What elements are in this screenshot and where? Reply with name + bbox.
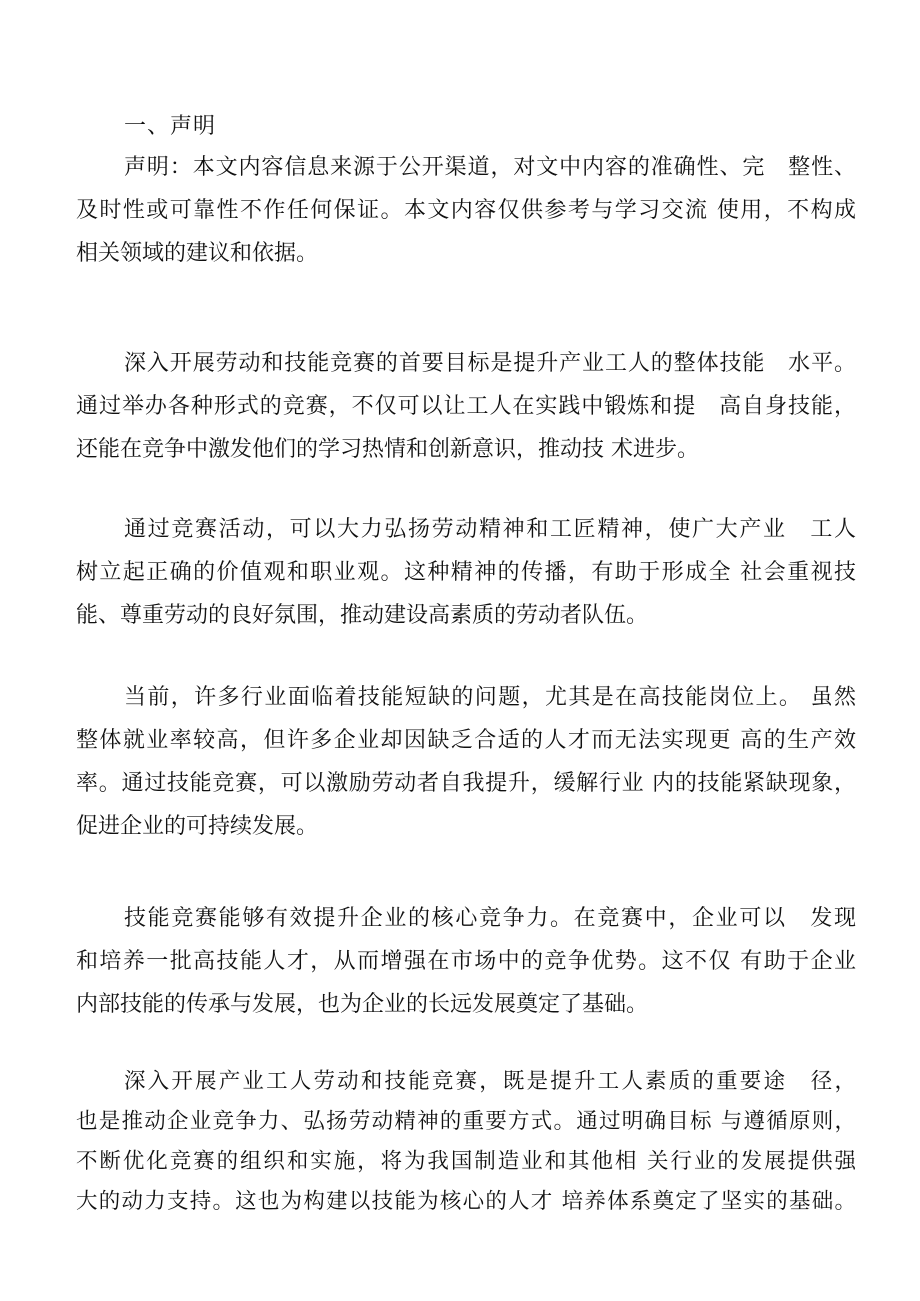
paragraph-spirit [76, 508, 856, 637]
paragraph-line: 深入开展产业工人劳动和技能竞赛，既是提升工人素质的重要途 径， [124, 1069, 856, 1094]
paragraph-line: 树立起正确的价值观和职业观。这种精神的传播，有助于形成全 社会重视技 [76, 560, 856, 585]
paragraph-line: 不断优化竞赛的组织和实施，将为我国制造业和其他相 关行业的发展提供强 [76, 1149, 856, 1174]
paragraph-conclusion [76, 1062, 856, 1222]
paragraph-line: 通过竞赛活动，可以大力弘扬劳动精神和工匠精神，使广大产业 工人 [124, 517, 856, 542]
section-heading: 一、声明 [124, 114, 217, 139]
paragraph-disclaimer [76, 146, 856, 275]
paragraph-line: 内部技能的传承与发展，也为企业的长远发展奠定了基础。 [76, 992, 649, 1017]
paragraph-line: 当前，许多行业面临着技能短缺的问题，尤其是在高技能岗位上。 虽然 [124, 685, 856, 710]
paragraph-line: 及时性或可靠性不作任何保证。本文内容仅供参考与学习交流 使用，不构成 [76, 198, 856, 223]
paragraph-line: 大的动力支持。这也为构建以技能为核心的人才 培养体系奠定了坚实的基础。 [76, 1189, 856, 1214]
paragraph-line: 相关领域的建议和依据。 [76, 241, 319, 266]
paragraph-line: 也是推动企业竞争力、弘扬劳动精神的重要方式。通过明确目标 与遵循原则， [76, 1109, 856, 1134]
paragraph-line: 还能在竞争中激发他们的学习热情和创新意识，推动技 术进步。 [76, 437, 699, 462]
paragraph-line: 技能竞赛能够有效提升企业的核心竞争力。在竞赛中，企业可以 发现 [124, 906, 856, 931]
paragraph-line: 和培养一批高技能人才，从而增强在市场中的竞争优势。这不仅 有助于企业 [76, 949, 856, 974]
paragraph-line: 通过举办各种形式的竞赛，不仅可以让工人在实践中锻炼和提 高自身技能， [76, 394, 856, 419]
paragraph-line: 能、尊重劳动的良好氛围，推动建设高素质的劳动者队伍。 [76, 603, 649, 628]
paragraph-line: 促进企业的可持续发展。 [76, 814, 319, 839]
paragraph-shortage [76, 676, 856, 848]
paragraph-line: 率。通过技能竞赛，可以激励劳动者自我提升，缓解行业 内的技能紧缺现象， [76, 771, 856, 796]
paragraph-competitiveness [76, 897, 856, 1026]
paragraph-line: 深入开展劳动和技能竞赛的首要目标是提升产业工人的整体技能 水平。 [124, 351, 856, 376]
paragraph-line: 整体就业率较高，但许多企业却因缺乏合适的人才而无法实现更 高的生产效 [76, 728, 856, 753]
paragraph-line: 声明：本文内容信息来源于公开渠道，对文中内容的准确性、完 整性、 [124, 155, 856, 180]
paragraph-goal [76, 342, 856, 471]
